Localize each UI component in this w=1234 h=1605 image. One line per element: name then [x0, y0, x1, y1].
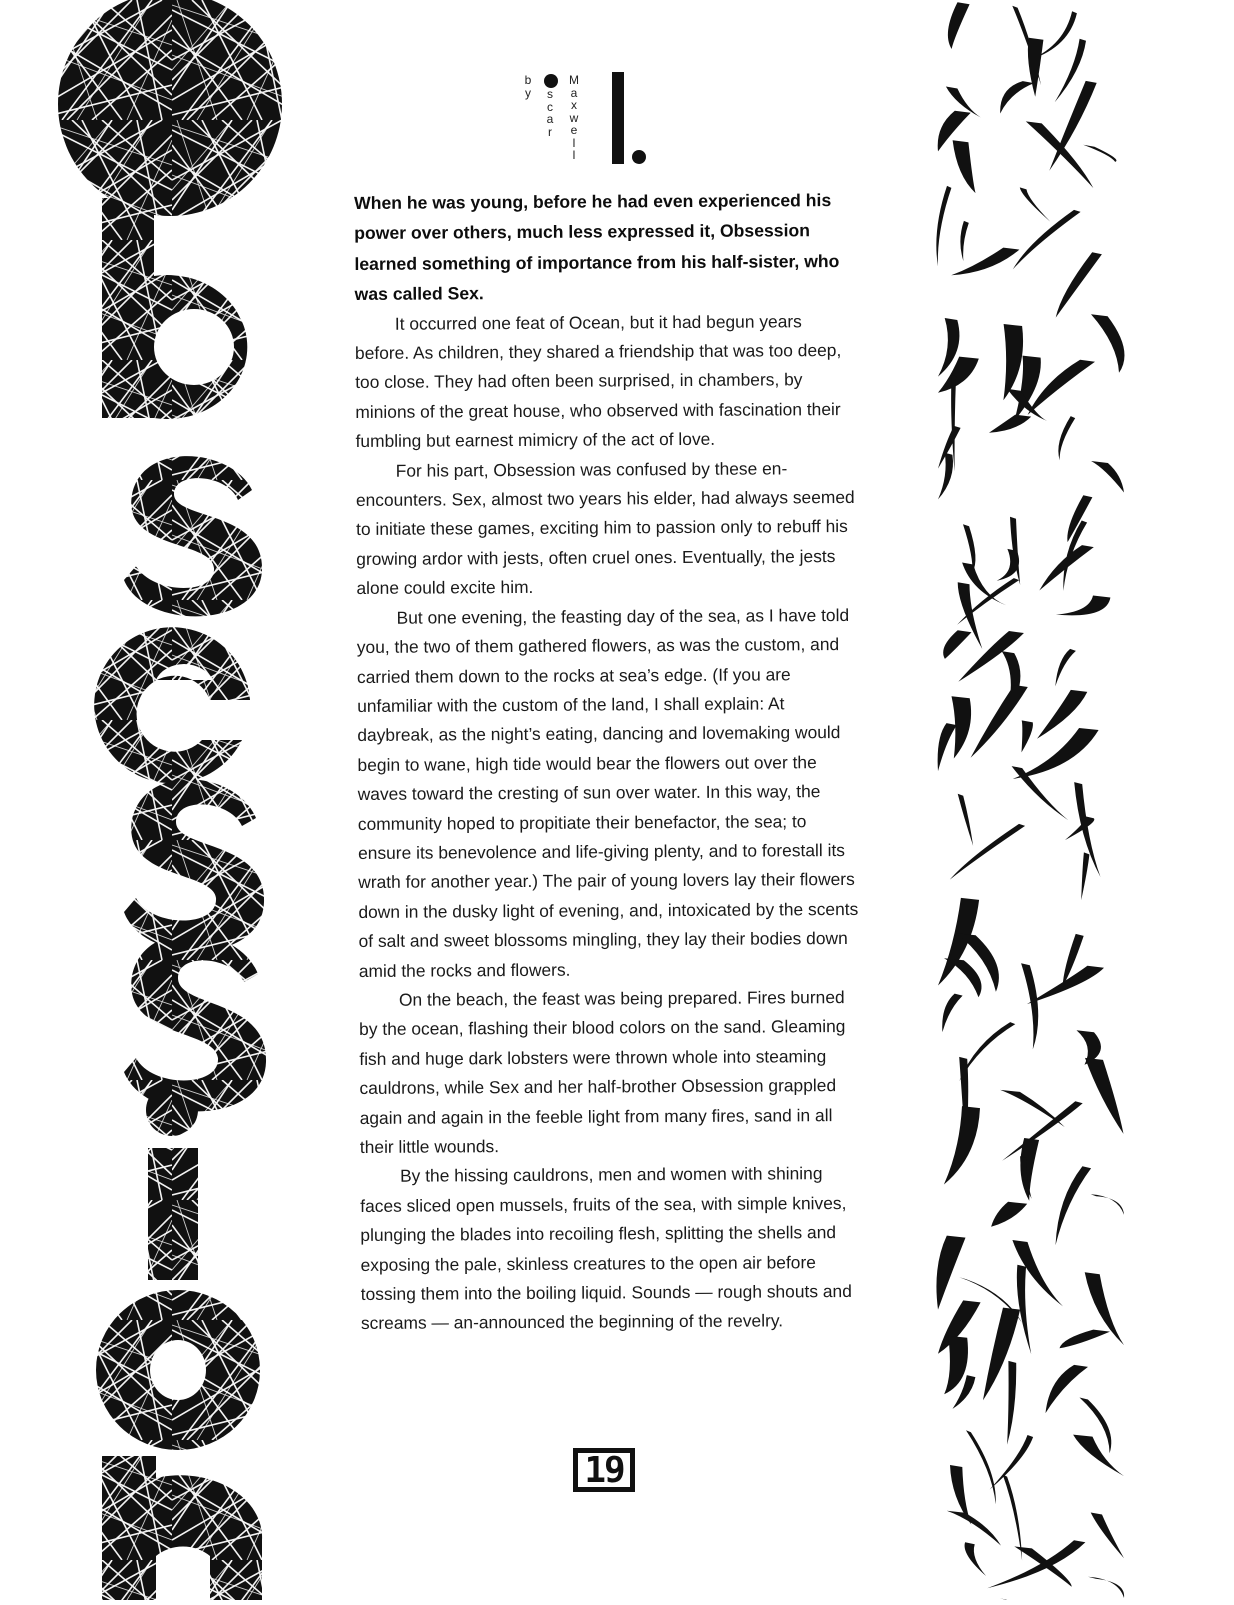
brush-stroke	[936, 1236, 965, 1310]
title-letter-n	[102, 1456, 262, 1600]
story-paragraph-lead: When he was young, before he had even experienced his power over others, much less expressed it, Obsession learned something of importance from his half-sister, who was called Sex.	[354, 190, 840, 305]
brush-stroke	[950, 824, 1025, 880]
brush-strokes-artwork	[936, 0, 1126, 1600]
brush-stroke	[1091, 1513, 1124, 1559]
brush-stroke	[1091, 1194, 1124, 1214]
brush-stroke	[1058, 416, 1075, 460]
brush-stroke	[1012, 766, 1069, 820]
brush-stroke	[1085, 1058, 1124, 1134]
brush-stroke	[1091, 314, 1124, 373]
brush-stroke	[1056, 1166, 1092, 1245]
brush-stroke	[1081, 852, 1089, 900]
brush-stroke	[1003, 324, 1023, 400]
story-paragraph: On the beach, the feast was being prepared. Fires burned by the ocean, flashing their blood colors on the sand. Gleaming fish and huge dark lobsters were thrown whole into steaming cauldrons, while Sex and her half-brother Obsession grappled again and again in the feeble light from many fires, sand in all their little wounds.	[359, 986, 846, 1157]
page-number: 19	[573, 1448, 635, 1492]
brush-stroke	[1083, 145, 1116, 162]
byline-char	[544, 74, 558, 88]
byline-char: c	[547, 99, 553, 114]
byline-char: y	[525, 85, 531, 100]
brush-stroke	[1000, 81, 1034, 113]
brush-stroke	[938, 357, 979, 393]
brush-stroke	[1017, 1265, 1031, 1354]
brush-stroke	[1073, 1435, 1124, 1477]
byline-char: l	[572, 135, 576, 150]
byline-char: s	[547, 87, 553, 101]
brush-stroke	[938, 723, 957, 771]
story-paragraph: But one evening, the feasting day of the sea, as I have told you, the two of them gathered flowers, as was the custom, and carried them down to the rocks at sea’s edge. (If you are unfamiliar with the custom of the land, I shall explain: At daybreak, as the night’s eating, dancing and lovemaking would begin to wane, high tide would bear the flowers out over the waves toward the cresting of sun over water. In this way, the community hoped to propitiate their benefactor, the sea; to ensure its benevolence and life-giving plenty, and to forestall its wrath for another year.) The pair of young lovers lay their flowers down in the dusky light of evening, and, intoxicated by the scents of salt and sweet blossoms mingling, they lay their bodies down amid the rocks and flowers.	[356, 604, 859, 981]
brush-stroke	[990, 1435, 1034, 1490]
brush-stroke	[943, 630, 971, 659]
brush-stroke	[1055, 649, 1076, 687]
title-letter-s-3	[124, 934, 266, 1112]
brush-stroke	[1065, 816, 1094, 840]
story-body	[354, 185, 861, 1339]
brush-stroke	[958, 794, 973, 846]
brush-stroke	[987, 1540, 1085, 1588]
byline-char: l	[572, 148, 576, 162]
title-letter-i	[146, 1084, 198, 1280]
vertical-title	[52, 0, 292, 1600]
brush-stroke	[1021, 963, 1038, 1049]
title-letter-s-2	[124, 779, 264, 951]
numeral-stroke	[612, 72, 624, 164]
title-letter-b	[102, 198, 247, 419]
brush-stroke	[1060, 1330, 1111, 1349]
brush-stroke	[1091, 461, 1124, 493]
story-paragraph: By the hissing cauldrons, men and women with shining faces sliced open mussels, fruits of the sea, with simple knives, plunging the blades into recoiling flesh, splitting the shells and exposing the pale, skinless creatures to the open air before tossing them into the boiling liquid. Sounds — rough shouts and screams — an-announced the beginning of the revelry.	[360, 1163, 852, 1334]
brush-stroke	[1049, 81, 1096, 171]
brush-stroke	[966, 1430, 996, 1504]
brush-stroke	[1039, 545, 1094, 590]
story-paragraph: It occurred one feat of Ocean, but it had begun years before. As children, they shared a friendship that was too deep, too close. They had often been surprised, in chambers, by minions of the great house, who observed with fascination their fumbling but earnest mimicry of the act of love.	[354, 310, 842, 452]
brush-stroke	[965, 1542, 987, 1576]
brush-stroke	[989, 415, 1031, 433]
byline-first-name	[544, 74, 556, 138]
title-letter-o	[58, 0, 282, 216]
title-letter-s-1	[124, 456, 262, 616]
brush-stroke	[1007, 1361, 1016, 1445]
brush-stroke	[1056, 252, 1102, 317]
title-artwork	[52, 0, 292, 1600]
byline-char: w	[569, 110, 579, 125]
byline-char: r	[548, 124, 552, 139]
byline-char: e	[570, 123, 578, 137]
numeral-dot	[632, 150, 646, 164]
byline-last-name	[568, 74, 580, 162]
byline-char: a	[570, 85, 578, 100]
brush-stroke	[971, 685, 1028, 758]
brush-stroke	[938, 453, 953, 500]
brush-stroke	[991, 1202, 1027, 1227]
brush-stroke	[997, 549, 1019, 581]
brush-stroke	[1056, 596, 1111, 616]
brush-stroke	[948, 2, 970, 49]
brush-stroke	[1088, 1577, 1124, 1598]
brush-stroke	[942, 994, 962, 1033]
brush-stroke	[953, 140, 976, 193]
byline-char: b	[524, 73, 532, 87]
title-letter-e	[94, 627, 250, 783]
story-paragraph: For his part, Obsession was confused by these en-encounters. Sex, almost two years his elder, had always seemed to initiate these games, exciting him to passion only to rebuff his growing ardor with jests, often cruel ones. Eventually, the jests alone could excite him.	[355, 458, 855, 599]
byline-char: a	[546, 112, 554, 126]
decorative-brush-strip	[936, 0, 1126, 1600]
byline-by	[522, 74, 534, 99]
brush-stroke	[1013, 210, 1081, 270]
title-letter-o-2	[96, 1290, 260, 1450]
brush-stroke	[947, 1511, 1001, 1546]
brush-stroke	[1020, 187, 1051, 221]
brush-stroke	[960, 221, 968, 261]
brush-stroke	[1046, 1365, 1089, 1413]
byline-char: x	[571, 98, 577, 112]
brush-stroke	[1028, 38, 1044, 97]
brush-stroke	[944, 1106, 980, 1184]
brush-stroke	[1022, 720, 1033, 752]
byline-char: M	[569, 73, 579, 87]
brush-stroke	[936, 186, 951, 267]
